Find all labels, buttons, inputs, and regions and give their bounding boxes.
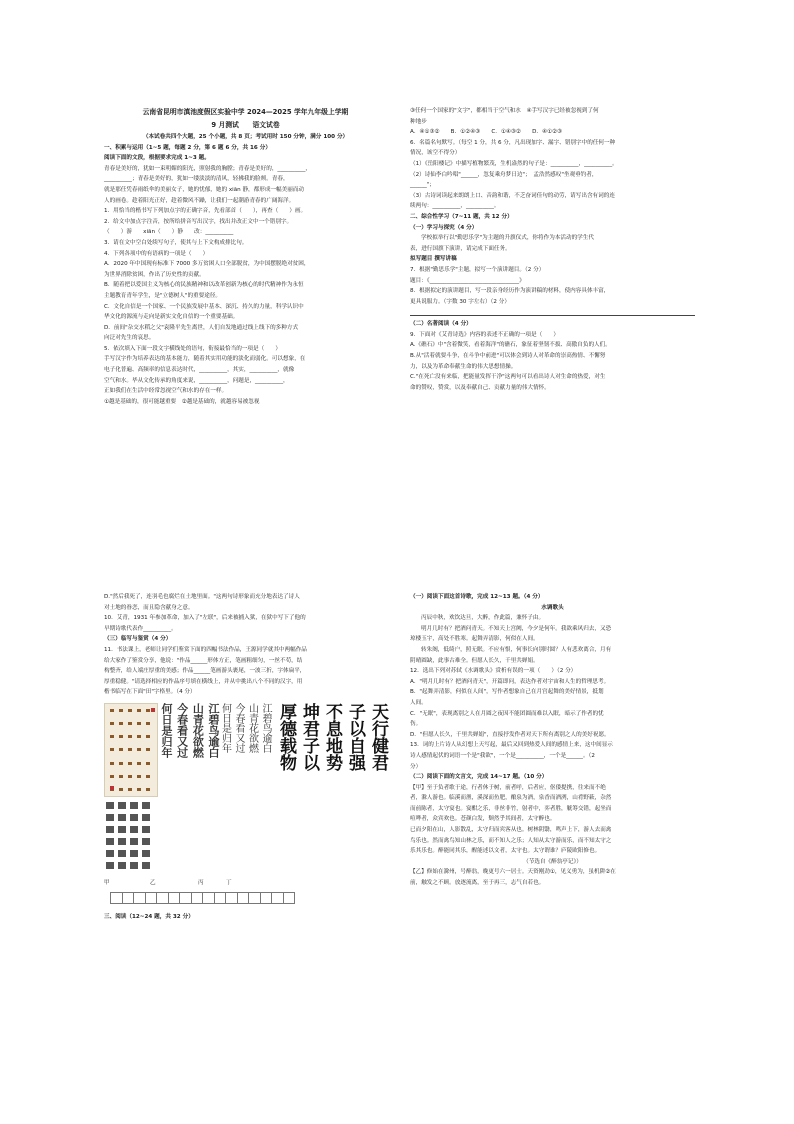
question-9-option-b: B.从"活着就要斗争，在斗争中前进"可以体会到诗人对革命的崇高热情、不懈努: [410, 353, 606, 360]
question-5: 5．依次填入下面一段文字横线处的语句，衔接最恰当的一项是（ ）: [104, 345, 281, 352]
question-5-options-cont: 种地步: [410, 118, 427, 125]
reading-sub1-heading: （一）阅读下面这首诗歌，完成 12~13 题。（4 分）: [410, 594, 544, 600]
poem-line: 阴晴圆缺，此事古难全。但愿人长久，千里共婵娟。: [410, 657, 539, 664]
reading-sub2-heading: （二）阅读下面的文言文，完成 14~17 题。（10 分）: [410, 774, 548, 781]
question-5-choices: A．④①③② B．①②④③ C．①④③② D．④①②③: [410, 129, 563, 136]
question-12-option-b-cont: 人间。: [410, 699, 427, 706]
section3-heading: 三、阅读（12~24 题，共 32 分）: [104, 914, 194, 921]
column-top-left: [104, 106, 387, 407]
calligraphy-work-jia-lower: [104, 800, 156, 878]
question-5-text: 电子化普遍、高频率的信息表达时代，__________，其实，__________，就像: [104, 367, 295, 374]
exam-title-line1: 云南省昆明市滇池度假区实验中学 2024—2025 学年九年级上学期: [142, 108, 349, 116]
calligraphy-column: [368, 703, 388, 795]
question-6: 6．名篇名句默写。（每空 1 分，共 6 分，凡出现加字、漏字、错别字中的任何一种: [410, 139, 616, 146]
calligraphy-column: [218, 703, 232, 795]
calligraphy-work-jia: [104, 703, 158, 797]
question-6-cont: 情况，该空不得分）: [410, 150, 461, 157]
question-4-option-b-cont: 主题教育青年学生，是"立德树人"的重要途径。: [104, 292, 222, 299]
question-2-pinyin: （ ）游 xiān（ ）静 改：__________: [104, 229, 234, 236]
question-4-option-d-cont: 向泛对先生的哀思。: [104, 335, 155, 342]
calligraphy-text: 厚德载物: [276, 702, 296, 771]
question-4-option-a: A．2020 年中国现有标准下 7000 多万贫困人口全部脱贫，为中国摆脱绝对贫困，: [104, 261, 310, 268]
question-11-cont: 给大家作了鉴赏分享，他说："作品______形体方正，笔画粗细匀，一丝不苟，结: [104, 657, 303, 664]
question-6-2: （2）诗仙李白吟唱"______，忽复乘舟梦日边"； 孟浩然感叹"坐观垂钓者，: [410, 171, 598, 178]
question-4-option-d: D．前间"杂交水稻之父"袁隆平先生离世，人们自发地通过线上线下的多种方式: [104, 324, 299, 331]
question-13-cont: 分）: [410, 763, 422, 770]
section2-heading: 二、综合性学习（7~11 题，共 12 分）: [410, 213, 513, 220]
question-7-answer: 题目：《________________________________》: [410, 277, 525, 284]
question-4-option-b: B．随着把以爱国主义为核心的民族精神和以改革创新为核心的时代精神作为永恒: [104, 282, 304, 289]
question-12-option-c: C．"无眠"，表现离别之人在月圆之夜因不能团圆而难以入眠，暗示了作者的忧: [410, 710, 604, 717]
calligraphy-text: 天行健君: [368, 702, 388, 771]
passage-yi: 前，触发之不顾。放逐流离，至于再三，志气自若也。: [410, 880, 545, 887]
question-9-option-d: D."然后我死了，连羽毛也腐烂在土地里面。"这两句诗形象而充分地表达了诗人: [104, 594, 300, 600]
section1-heading: 一、积累与运用（1~5 题，每题 2 分，第 6 题 6 分，共 16 分）: [104, 144, 271, 151]
calligraphy-text: 不息地势: [322, 702, 342, 771]
calligraphy-column: [232, 703, 246, 795]
question-8-cont: 更具说服力。（字数 30 字左右）（2 分）: [410, 298, 510, 305]
question-5-text: 空气和水。毕从文化传承的角度来说，__________，问题是，__________，: [104, 377, 289, 384]
calligraphy-column: [245, 703, 259, 795]
question-6-3-cont: 续两句：__________，__________。: [410, 203, 500, 210]
question-8: 8．根据拟定的演讲题目，写一段亲身经历作为演讲稿的材料，使内容具体丰富，: [410, 288, 610, 295]
calligraphy-text: 子以自强: [345, 702, 365, 771]
question-10: 10．艾青，1931 年参加革命，加入了"左联"，后来被捕入狱，在狱中写下了他的: [104, 615, 306, 622]
question-12: 12．选出下列对苏轼《水调歌头》赏析有误的一项（ ）（2 分）: [410, 668, 577, 675]
calligraphy-text: 江碧鸟逾白: [206, 702, 220, 758]
question-9-option-b-cont: 力，以及为革命奉献生命的伟大思想情操。: [410, 363, 517, 370]
question-9-option-a: A.《礁石》中"含着微笑，看着海洋"的礁石，象征着坚韧不拔、高傲自负的人们。: [410, 342, 611, 349]
calligraphy-work-yi: [160, 703, 220, 795]
question-4: 4．下列各项中的有语病的一项是（ ）: [104, 250, 209, 257]
passage-yi: 【乙】修始在滁州，号醉翁，晚更号六一居士。天资刚劲①，见义勇为，虽机阱②在: [410, 869, 616, 876]
question-13-cont: 诗人感情起伏的词语一个是"我欲"，一个是__________，一个是______。（2: [410, 752, 595, 759]
question-12-option-d: D．"但愿人长久，千里共婵娟"，直接抒发作者对天下所有离别之人的美好祝愿。: [410, 731, 610, 738]
passage-jia: 乐其乐也。醉能同其乐，醒能述以文者，太守也。太守谓谁？庐陵欧阳修也。: [410, 848, 601, 855]
calligraphy-work-ding: [276, 703, 388, 795]
poem-preface: 丙辰中秋，欢饮达旦，大醉，作此篇，兼怀子由。: [421, 615, 545, 622]
caption-jia: 甲: [104, 879, 110, 886]
calligraphy-column: [276, 703, 296, 795]
question-13: 13．词的上片诗人从幻想上天写起，最后又回到热爱人间的感情上来，这中间显示: [410, 742, 613, 749]
question-10-cont: 早期诗歌代表作__________。: [104, 625, 177, 632]
passage-jia: 【甲】至于负者歌于途，行者休于树，前者呼，后者应，伛偻提携，往来而不绝: [410, 784, 606, 791]
calligraphy-column: [259, 703, 273, 795]
caption-yi: 乙: [150, 879, 156, 886]
tian-grid-answer-boxes[interactable]: [110, 892, 387, 905]
exam-subtitle: （本试卷共四个大题，25 个小题，共 8 页；考试用时 150 分钟，满分 100 分）: [142, 134, 349, 140]
question-1: 1．用恰当的楷书写下列加点字的正确字音，先看部首（ ），再查（ ）画。: [104, 208, 307, 215]
question-5-text: 手写汉字作为培养表达的基本能力，随着其实用功能的淡化而弱化。可以想象，在: [104, 356, 306, 363]
poem-title: 水调歌头: [541, 604, 564, 611]
column-top-right: [410, 106, 695, 393]
passage-line: 青春是美好的，犹如一束明媚的阳光，照射我的胸膛；青春是美好的，__________，: [104, 165, 311, 172]
section2-intro-cont: 表，进行国旗下演讲，请完成下面任务。: [410, 245, 511, 252]
section3-sub: （三）临写与鉴赏（4 分）: [104, 636, 172, 643]
question-2: 2．给文中加点字注音，按所给拼音写出汉字，找出并改正文中一个错别字。: [104, 218, 293, 225]
passage-jia: 而前陈者，太守宴也。宴酣之乐，非丝非竹，射者中，弈者胜，觥筹交错，起坐而: [410, 805, 612, 812]
question-9-option-c: C."在死亡没有来临，把能量发挥干净"这两句可以看出诗人对生命的热爱，对生: [410, 374, 606, 381]
question-7: 7．根据"勤思乐学"主题，拟写一个演讲题目。（2 分）: [410, 266, 545, 273]
question-6-1: （1）《岳阳楼记》中描写植物繁茂，生机盎然的句子是：__________，__________。: [410, 160, 618, 167]
question-5-text: 正如我们在生活中经常忽视空气和水的存在一样。: [104, 388, 228, 395]
column-bottom-right: [410, 592, 695, 889]
question-6-3: （3）古诗词读起来朗朗上口、音韵和谐，不乏奋词佳句的动劳，请写出含有词的连: [410, 192, 615, 199]
column-bottom-left: [104, 592, 387, 923]
poem-line: 明月几时有？把酒问青天。不知天上宫阙，今夕是何年。我欲乘风归去，又恐: [421, 625, 612, 632]
calligraphy-text: 今春看又过: [175, 702, 189, 758]
passage-jia: 已而夕阳在山，人影散乱，太守归而宾客从也。树林阴翳，鸣声上下，游人去而禽: [410, 827, 612, 834]
passage-jia: 喧哗者，众宾欢也。苍颜白发，颓然乎其间者，太守醉也。: [410, 816, 556, 823]
question-5-options-cont: ③任何一个国家的"文字"，都相当于空气和水 ④手写汉字已经被忽视到了何: [410, 108, 599, 114]
calligraphy-samples: [104, 703, 387, 798]
calligraphy-column: [191, 703, 204, 795]
question-9-option-c-cont: 命的赞叹，赞赏，以及奉献自己、贡献力量的伟大情怀。: [410, 384, 550, 391]
section2-sub2: （二）名著阅读（4 分）: [410, 321, 472, 328]
calligraphy-text: 今春看又过: [233, 702, 244, 753]
question-11-cont: 构整齐，给人端庄厚重的美感；作品______笔画游头裹尾，一波三折，字体扁平，: [104, 668, 306, 675]
calligraphy-text: 坤君子以: [299, 702, 319, 771]
calligraphy-text: 何日是归年: [160, 702, 173, 758]
passage-line: 人的画卷。趁着阳光正好，趁着微风不躁，让我们一起潮游青春的广阔海洋。: [104, 197, 295, 204]
question-9-option-d-cont: 对土地的眷恋，而且隐含献身之意。: [104, 604, 194, 611]
calligraphy-column: [345, 703, 365, 795]
question-11-cont: 厚重稳健。"请选择相应的作品序号填在横线上，并从中挑出八个不同的汉字，用: [104, 678, 303, 685]
question-11: 11．书法课上，老师让同学们鉴赏下面的四幅书法作品，王源同学就其中两幅作品: [104, 646, 307, 653]
task-heading: 拟写题目 撰写讲稿: [410, 256, 457, 263]
question-11-cont: 楷书临写在下面"田"字格里。（4 分）: [104, 689, 196, 696]
caption-ding: 丁: [226, 879, 232, 886]
question-9: 9．下面对《艾青诗选》内容的表述不正确的一项是（ ）: [410, 331, 559, 338]
section1-intro: 阅读下面的文段，根据要求完成 1~3 题。: [104, 155, 210, 162]
passage-jia: 鸟乐也。然而禽鸟知山林之乐，而不知人之乐；人知从太守游而乐，而不知太守之: [410, 837, 612, 844]
passage-line: __________；青春是美好的，犹如一缕淡淡的清风，轻拂我的脸颊。青春，: [104, 176, 289, 183]
question-4-option-c-cont: 华文化的源流与走向是新实文化自信的一个重要基础。: [104, 314, 239, 321]
calligraphy-column: [176, 703, 189, 795]
question-4-option-c: C．文化自信是一个国家、一个民族发展中基本、深沉、持久的力量，科学认识中: [104, 303, 304, 310]
question-12-option-c-cont: 伤。: [410, 721, 422, 728]
calligraphy-column: [299, 703, 319, 795]
caption-bing: 丙: [198, 879, 204, 886]
calligraphy-column: [160, 703, 173, 795]
question-5-options: ①越是基础的，很可能越重要 ②越是基础的，就越容易被忽视: [104, 398, 260, 405]
calligraphy-column: [322, 703, 342, 795]
poem-line: 琼楼玉宇，高处不胜寒。起舞弄清影，何似在人间。: [410, 636, 539, 643]
calligraphy-text: 山青花欲燃: [191, 702, 205, 758]
question-4-option-a-cont: 为世界消除贫困，作出了历史性的贡献。: [104, 271, 205, 278]
question-6-2-cont: ______"；: [410, 182, 435, 189]
calligraphy-text: 江碧鸟逾白: [260, 702, 271, 753]
seal-icon: [151, 708, 155, 712]
calligraphy-text: 何日是归年: [219, 702, 231, 753]
question-12-option-b: B．"起舞弄清影，何似在人间"，写作者想象自己在月宫起舞的美好情景，抵划: [410, 689, 604, 696]
calligraphy-captions: [104, 878, 387, 888]
section2-sub1: （一）学习与探究（4 分）: [410, 224, 478, 231]
calligraphy-work-bing: [219, 702, 272, 795]
poem-line: 转朱阁，低绮户，照无眠。不应有恨，何事长向别时圆？人有悲欢离合，月有: [421, 646, 612, 653]
passage-line: 就是那任凭春雨纸伞的美丽女子，她的忧郁，她的 xiān 静，都形成一幅美丽而动: [104, 186, 304, 193]
passage-jia-source: （节选自《醉翁亭记》）: [523, 858, 582, 865]
seal-icon: [110, 786, 114, 790]
question-12-option-a: A．"明月几时有？把酒问青天"，开篇即问，表达作者对宇宙和人生的哲理思考。: [410, 678, 610, 685]
calligraphy-text: 山青花欲燃: [246, 702, 258, 753]
question-3: 3．请在文中空白处续写句子，使其与上下文构成排比句。: [104, 239, 248, 246]
answer-line: [410, 315, 695, 316]
exam-title-line2: 9 月测试 语文试卷: [211, 121, 280, 129]
passage-jia: 者，滁人游也。临溪而渔，溪深而鱼肥，酿泉为酒，泉香而酒洌，山肴野蔌，杂然: [410, 795, 612, 802]
section2-intro: 学校拟举行以"勤思乐学"为主题的升旗仪式，你将作为本活动的学生代: [421, 235, 594, 242]
